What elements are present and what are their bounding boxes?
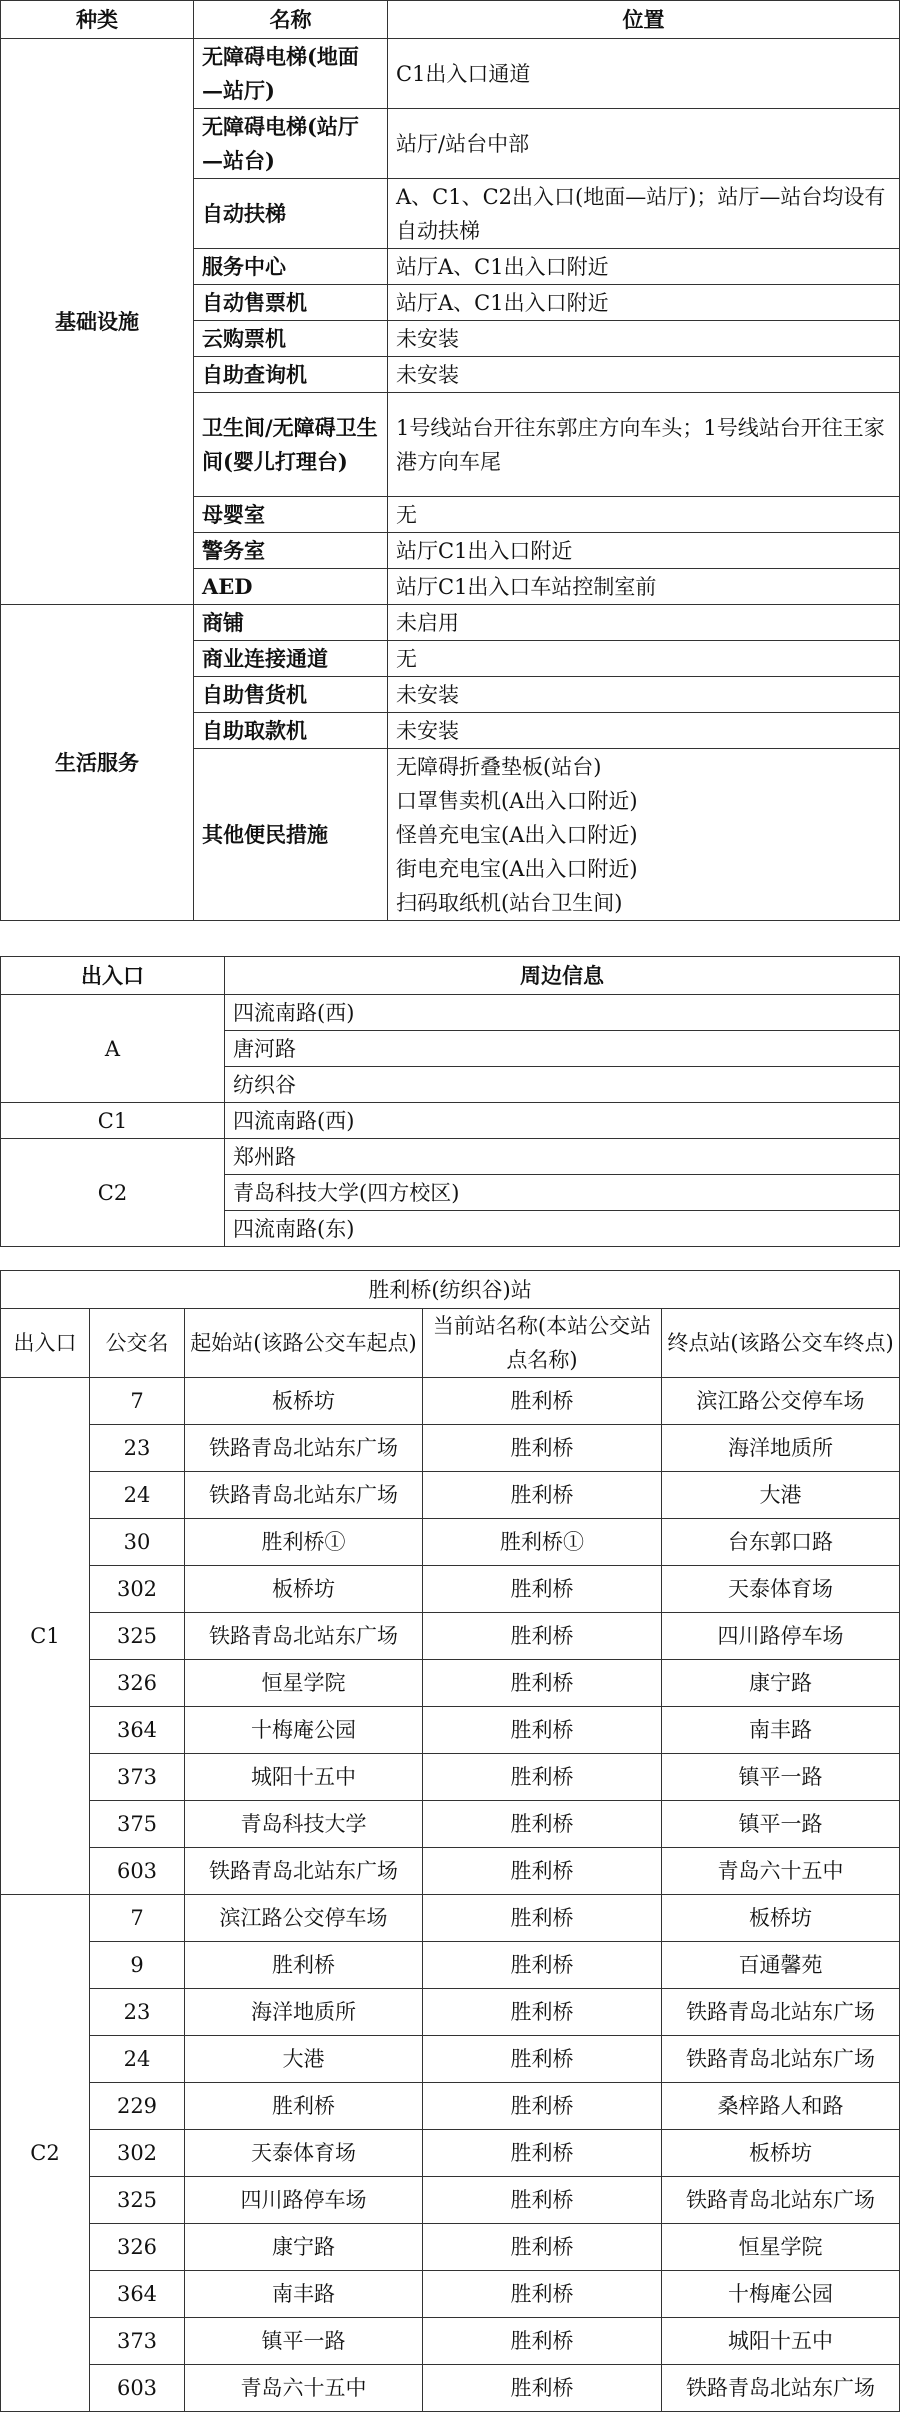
surroundings-item: 郑州路	[225, 1139, 900, 1175]
header-surroundings: 周边信息	[225, 957, 900, 995]
bus-name: 302	[90, 1566, 185, 1613]
facility-category: 生活服务	[1, 605, 194, 921]
bus-name: 229	[90, 2083, 185, 2130]
facility-name: 无障碍电梯(站厅—站台)	[194, 109, 388, 179]
end-stop: 青岛六十五中	[662, 1848, 900, 1895]
current-stop: 胜利桥	[423, 1801, 662, 1848]
start-stop: 板桥坊	[185, 1378, 423, 1425]
bus-name: 325	[90, 1613, 185, 1660]
facility-row	[1, 39, 900, 109]
end-stop: 铁路青岛北站东广场	[662, 2177, 900, 2224]
current-stop: 胜利桥	[423, 1707, 662, 1754]
bus-name: 24	[90, 1472, 185, 1519]
current-stop: 胜利桥①	[423, 1519, 662, 1566]
facility-location-line: 口罩售卖机(A出入口附近)	[396, 788, 638, 813]
facilities-table	[0, 0, 900, 921]
facility-name: 服务中心	[194, 249, 388, 285]
facility-location: 未安装	[388, 357, 900, 393]
bus-name: 24	[90, 2036, 185, 2083]
current-stop: 胜利桥	[423, 1613, 662, 1660]
header-category: 种类	[1, 1, 194, 39]
end-stop: 桑梓路人和路	[662, 2083, 900, 2130]
bus-row	[1, 1942, 900, 1989]
bus-name: 364	[90, 2271, 185, 2318]
bus-row	[1, 2318, 900, 2365]
end-stop: 康宁路	[662, 1660, 900, 1707]
current-stop: 胜利桥	[423, 2271, 662, 2318]
surroundings-row	[1, 1103, 900, 1139]
facility-name: 自动扶梯	[194, 179, 388, 249]
bus-row	[1, 1707, 900, 1754]
current-stop: 胜利桥	[423, 1989, 662, 2036]
facility-location	[388, 749, 900, 921]
end-stop: 镇平一路	[662, 1801, 900, 1848]
surroundings-item: 纺织谷	[225, 1067, 900, 1103]
current-stop: 胜利桥	[423, 1754, 662, 1801]
facility-name: 卫生间/无障碍卫生间(婴儿打理台)	[194, 393, 388, 497]
end-stop: 南丰路	[662, 1707, 900, 1754]
end-stop: 铁路青岛北站东广场	[662, 1989, 900, 2036]
current-stop: 胜利桥	[423, 1566, 662, 1613]
facility-category: 基础设施	[1, 39, 194, 605]
bus-name: 9	[90, 1942, 185, 1989]
facility-location: 站厅A、C1出入口附近	[388, 249, 900, 285]
bus-name: 325	[90, 2177, 185, 2224]
header-current-stop: 当前站名称(本站公交站点名称)	[423, 1309, 662, 1378]
current-stop: 胜利桥	[423, 1378, 662, 1425]
facility-location: 站厅C1出入口车站控制室前	[388, 569, 900, 605]
end-stop: 镇平一路	[662, 1754, 900, 1801]
facility-location: 站厅A、C1出入口附近	[388, 285, 900, 321]
header-start-stop: 起始站(该路公交车起点)	[185, 1309, 423, 1378]
start-stop: 十梅庵公园	[185, 1707, 423, 1754]
end-stop: 大港	[662, 1472, 900, 1519]
facility-name: 商业连接通道	[194, 641, 388, 677]
start-stop: 南丰路	[185, 2271, 423, 2318]
facility-location: 未安装	[388, 321, 900, 357]
bus-row	[1, 2130, 900, 2177]
facility-location: 未安装	[388, 677, 900, 713]
bus-name: 326	[90, 1660, 185, 1707]
header-name: 名称	[194, 1, 388, 39]
start-stop: 大港	[185, 2036, 423, 2083]
bus-name: 302	[90, 2130, 185, 2177]
facility-name: 自动售票机	[194, 285, 388, 321]
header-location: 位置	[388, 1, 900, 39]
facility-name: 其他便民措施	[194, 749, 388, 921]
bus-exit: C2	[1, 1895, 90, 2412]
bus-row	[1, 2083, 900, 2130]
bus-name: 603	[90, 2365, 185, 2412]
header-bus-exit: 出入口	[1, 1309, 90, 1378]
start-stop: 铁路青岛北站东广场	[185, 1472, 423, 1519]
bus-row	[1, 1472, 900, 1519]
facility-name: 警务室	[194, 533, 388, 569]
current-stop: 胜利桥	[423, 2318, 662, 2365]
end-stop: 滨江路公交停车场	[662, 1378, 900, 1425]
facility-name: 自助售货机	[194, 677, 388, 713]
bus-name: 375	[90, 1801, 185, 1848]
start-stop: 滨江路公交停车场	[185, 1895, 423, 1942]
surroundings-item: 唐河路	[225, 1031, 900, 1067]
start-stop: 铁路青岛北站东广场	[185, 1848, 423, 1895]
facility-location-line: 怪兽充电宝(A出入口附近)	[396, 822, 638, 847]
end-stop: 天泰体育场	[662, 1566, 900, 1613]
header-bus-name: 公交名	[90, 1309, 185, 1378]
bus-row	[1, 1895, 900, 1942]
current-stop: 胜利桥	[423, 1660, 662, 1707]
bus-name: 373	[90, 1754, 185, 1801]
start-stop: 天泰体育场	[185, 2130, 423, 2177]
current-stop: 胜利桥	[423, 2177, 662, 2224]
bus-row	[1, 2271, 900, 2318]
facilities-header-row	[1, 1, 900, 39]
end-stop: 恒星学院	[662, 2224, 900, 2271]
bus-row	[1, 1613, 900, 1660]
facility-location: 未安装	[388, 713, 900, 749]
bus-header-row	[1, 1309, 900, 1378]
facility-name: 云购票机	[194, 321, 388, 357]
start-stop: 板桥坊	[185, 1566, 423, 1613]
facility-location: 无	[388, 641, 900, 677]
current-stop: 胜利桥	[423, 2224, 662, 2271]
surroundings-row	[1, 1139, 900, 1175]
facility-location: 无	[388, 497, 900, 533]
end-stop: 十梅庵公园	[662, 2271, 900, 2318]
surroundings-exit: C2	[1, 1139, 225, 1247]
bus-name: 7	[90, 1895, 185, 1942]
end-stop: 铁路青岛北站东广场	[662, 2365, 900, 2412]
end-stop: 城阳十五中	[662, 2318, 900, 2365]
facility-name: 自助查询机	[194, 357, 388, 393]
end-stop: 海洋地质所	[662, 1425, 900, 1472]
header-end-stop: 终点站(该路公交车终点)	[662, 1309, 900, 1378]
bus-exit: C1	[1, 1378, 90, 1895]
current-stop: 胜利桥	[423, 2036, 662, 2083]
bus-row	[1, 1754, 900, 1801]
surroundings-header-row	[1, 957, 900, 995]
bus-row	[1, 1801, 900, 1848]
current-stop: 胜利桥	[423, 1425, 662, 1472]
facility-location: A、C1、C2出入口(地面—站厅)；站厅—站台均设有自动扶梯	[388, 179, 900, 249]
start-stop: 康宁路	[185, 2224, 423, 2271]
bus-name: 23	[90, 1425, 185, 1472]
station-title: 胜利桥(纺织谷)站	[1, 1271, 900, 1309]
surroundings-item: 四流南路(东)	[225, 1211, 900, 1247]
bus-title-row	[1, 1271, 900, 1309]
facility-name: 自助取款机	[194, 713, 388, 749]
surroundings-exit: C1	[1, 1103, 225, 1139]
bus-row	[1, 2224, 900, 2271]
end-stop: 铁路青岛北站东广场	[662, 2036, 900, 2083]
start-stop: 四川路停车场	[185, 2177, 423, 2224]
surroundings-item: 四流南路(西)	[225, 1103, 900, 1139]
bus-name: 23	[90, 1989, 185, 2036]
bus-name: 364	[90, 1707, 185, 1754]
surroundings-table	[0, 956, 900, 1247]
surroundings-item: 青岛科技大学(四方校区)	[225, 1175, 900, 1211]
start-stop: 城阳十五中	[185, 1754, 423, 1801]
start-stop: 胜利桥	[185, 1942, 423, 1989]
current-stop: 胜利桥	[423, 1942, 662, 1989]
current-stop: 胜利桥	[423, 1848, 662, 1895]
bus-row	[1, 2036, 900, 2083]
surroundings-item: 四流南路(西)	[225, 995, 900, 1031]
facility-name: 母婴室	[194, 497, 388, 533]
start-stop: 胜利桥①	[185, 1519, 423, 1566]
end-stop: 板桥坊	[662, 2130, 900, 2177]
start-stop: 铁路青岛北站东广场	[185, 1425, 423, 1472]
facility-location: 1号线站台开往东郭庄方向车头；1号线站台开往王家港方向车尾	[388, 393, 900, 497]
facility-location: C1出入口通道	[388, 39, 900, 109]
bus-row	[1, 1989, 900, 2036]
facility-name: 商铺	[194, 605, 388, 641]
header-exit: 出入口	[1, 957, 225, 995]
bus-row	[1, 2365, 900, 2412]
bus-name: 7	[90, 1378, 185, 1425]
facility-location: 站厅/站台中部	[388, 109, 900, 179]
start-stop: 青岛科技大学	[185, 1801, 423, 1848]
facility-location-line: 扫码取纸机(站台卫生间)	[396, 890, 623, 915]
bus-row	[1, 1378, 900, 1425]
start-stop: 胜利桥	[185, 2083, 423, 2130]
bus-table	[0, 1270, 900, 2412]
start-stop: 恒星学院	[185, 1660, 423, 1707]
facility-location-line: 无障碍折叠垫板(站台)	[396, 754, 602, 779]
start-stop: 铁路青岛北站东广场	[185, 1613, 423, 1660]
current-stop: 胜利桥	[423, 1895, 662, 1942]
facility-location: 站厅C1出入口附近	[388, 533, 900, 569]
start-stop: 镇平一路	[185, 2318, 423, 2365]
current-stop: 胜利桥	[423, 2083, 662, 2130]
bus-row	[1, 1566, 900, 1613]
end-stop: 台东郭口路	[662, 1519, 900, 1566]
bus-name: 326	[90, 2224, 185, 2271]
surroundings-exit: A	[1, 995, 225, 1103]
bus-row	[1, 1519, 900, 1566]
current-stop: 胜利桥	[423, 1472, 662, 1519]
bus-name: 30	[90, 1519, 185, 1566]
start-stop: 青岛六十五中	[185, 2365, 423, 2412]
bus-row	[1, 2177, 900, 2224]
end-stop: 板桥坊	[662, 1895, 900, 1942]
bus-name: 373	[90, 2318, 185, 2365]
facility-row	[1, 605, 900, 641]
current-stop: 胜利桥	[423, 2365, 662, 2412]
facility-location-line: 街电充电宝(A出入口附近)	[396, 856, 638, 881]
start-stop: 海洋地质所	[185, 1989, 423, 2036]
bus-row	[1, 1848, 900, 1895]
facility-location: 未启用	[388, 605, 900, 641]
bus-row	[1, 1660, 900, 1707]
facility-name: 无障碍电梯(地面—站厅)	[194, 39, 388, 109]
surroundings-row	[1, 995, 900, 1031]
facility-name: AED	[194, 569, 388, 605]
current-stop: 胜利桥	[423, 2130, 662, 2177]
bus-name: 603	[90, 1848, 185, 1895]
end-stop: 百通馨苑	[662, 1942, 900, 1989]
bus-row	[1, 1425, 900, 1472]
end-stop: 四川路停车场	[662, 1613, 900, 1660]
